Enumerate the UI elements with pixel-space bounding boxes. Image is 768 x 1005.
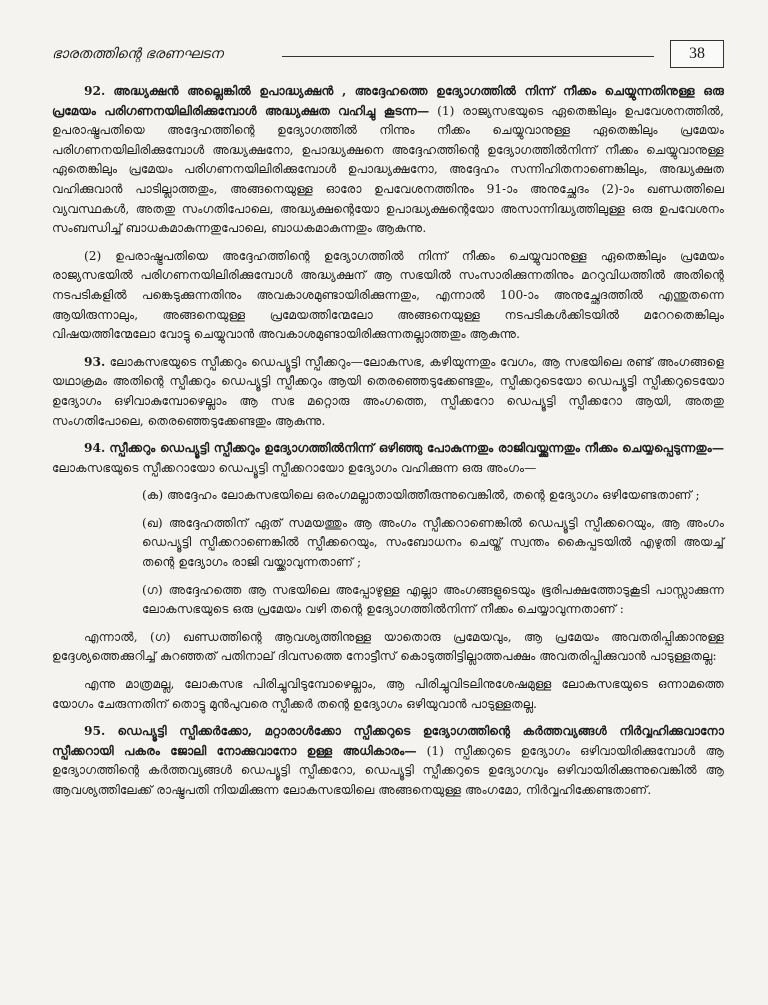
clause-text: (1) രാജ്യസഭയുടെ ഏതെങ്കിലും ഉപവേശനത്തിൽ, ഉപരാഷ്ട്രപതിയെ അദ്ദേഹത്തിന്റെ ഉദ്യോഗത്തിൽ നിന്നും നീക്കം ചെയ്യുവാനുള്ള ഏതെങ്കിലും പ്രമേയം പരിഗണനയിലിരിക്കുമ്പോൾ അദ്ധ്യക്ഷനോ, ഉപാദ്ധ്യക്ഷനെ അദ്ദേഹത്തിന്റെ ഉദ്യോഗത്തിൽനിന്ന് നീക്കം ചെയ്യുവാനുള്ള ഏതെങ്കിലും പ്രമേയം പരിഗണനയിലിരിക്കുമ്പോൾ ഉപാദ്ധ്യക്ഷനോ, അദ്ദേഹം സന്നിഹിതനാണെങ്കിലും, അദ്ധ്യക്ഷത വഹിക്കുവാൻ പാടില്ലാത്തതും, അങ്ങനെയുള്ള ഓരോ ഉപവേശനത്തിനും 91-ാം അനുച്ഛേദം (2)-ാം ഖണ്ഡത്തിലെ വ്യവസ്ഥകൾ, അതതു സംഗതിപോലെ, അദ്ധ്യക്ഷന്റെയോ ഉപാദ്ധ്യക്ഷന്റെയോ അസാന്നിദ്ധ്യത്തിലുള്ള ഒരു ഉപവേശനം സംബന്ധിച്ച് ബാധകമാകുന്നതുപോലെ, ബാധകമാകുന്നതും ആകുന്നു. <box>52 103 724 236</box>
clause-kha: (ഖ) അദ്ദേഹത്തിന് ഏത് സമയത്തും ആ അംഗം സ്പീക്കറാണെങ്കിൽ ഡെപ്യൂട്ടി സ്പീക്കറെയും, ആ അംഗം ഡെപ്യൂട്ടി സ്പീക്കറാണെങ്കിൽ സ്പീക്കറെയും, സംബോധനം ചെയ്ത് സ്വന്തം കൈപ്പടയിൽ എഴുതി അയച്ച് തന്റെ ഉദ്യോഗം രാജി വയ്ക്കാവുന്നതാണ് ; <box>142 515 724 570</box>
proviso-1: എന്നാൽ, (ഗ) ഖണ്ഡത്തിന്റെ ആവശ്യത്തിനുള്ള യാതൊരു പ്രമേയവും, ആ പ്രമേയം അവതരിപ്പിക്കാനുള്ള ഉദ്ദേശ്യത്തെക്കുറിച്ച് കുറഞ്ഞത് പതിനാല് ദിവസത്തെ നോട്ടീസ് കൊടുത്തിട്ടില്ലാത്തപക്ഷം അവതരിപ്പിക്കുവാൻ പാടുള്ളതല്ല: <box>52 629 724 664</box>
article-95 <box>52 722 724 800</box>
article-heading: അദ്ധ്യക്ഷൻ അല്ലെങ്കിൽ ഉപാദ്ധ്യക്ഷൻ , അദ്ദേഹത്തെ ഉദ്യോഗത്തിൽ നിന്ന് നീക്കം ചെയ്യുന്നതിനുള്ള ഒരു പ്രമേയം പരിഗണനയിലിരിക്കുമ്പോൾ അദ്ധ്യക്ഷത വഹിച്ചു കൂടന്ന— <box>52 84 724 118</box>
article-92-clause-2: (2) ഉപരാഷ്ട്രപതിയെ അദ്ദേഹത്തിന്റെ ഉദ്യോഗത്തിൽ നിന്ന് നീക്കം ചെയ്യുവാനുള്ള ഏതെങ്കിലും പ്രമേയം രാജ്യസഭയിൽ പരിഗണനയിലിരിക്കുമ്പോൾ അദ്ധ്യക്ഷന് ആ സഭയിൽ സംസാരിക്കുന്നതിനും മററുവിധത്തിൽ അതിന്റെ നടപടികളിൽ പങ്കെടുക്കുന്നതിനും അവകാശമുണ്ടായിരിക്കുന്നതും, എന്നാൽ 100-ാം അനുച്ഛേദത്തിൽ എന്തുതന്നെ ആയിരുന്നാലും, അങ്ങനെയുള്ള പ്രമേയത്തിന്മേലോ അങ്ങനെയുള്ള നടപടികൾക്കിടയിൽ മറേറതെങ്കിലും വിഷയത്തിന്മേലോ വോട്ടു ചെയ്യുവാൻ അവകാശമുണ്ടായിരിക്കുന്നതല്ലാത്തതും ആകുന്നു. <box>52 248 724 342</box>
article-heading: ഡെപ്യൂട്ടി സ്പീക്കർക്കോ, മറ്റാരാൾക്കോ സ്പീക്കറുടെ ഉദ്യോഗത്തിന്റെ കർത്തവ്യങ്ങൾ നിർവ്വഹിക്കുവാനോ സ്പീക്കറായി പകരം ജോലി നോക്കുവാനോ ഉള്ള അധികാരം— <box>52 724 724 758</box>
article-94 <box>52 439 724 478</box>
running-title: ഭാരതത്തിന്റെ ഭരണഘടന <box>52 46 223 62</box>
clause-ka: (ക) അദ്ദേഹം ലോകസഭയിലെ ഒരംഗമല്ലാതായിത്തീരുന്നുവെങ്കിൽ, തന്റെ ഉദ്യോഗം ഒഴിയേണ്ടതാണ് ; <box>142 488 700 503</box>
article-92-heading <box>52 82 724 239</box>
article-number: 95. <box>84 724 106 739</box>
clause-ga: (ഗ) അദ്ദേഹത്തെ ആ സഭയിലെ അപ്പോഴുള്ള എല്ലാ അംഗങ്ങളുടെയും ഭൂരിപക്ഷത്തോടുകൂടി പാസ്സാക്കുന്ന ലോകസഭയുടെ ഒരു പ്രമേയം വഴി തന്റെ ഉദ്യോഗത്തിൽനിന്ന് നീക്കം ചെയ്യാവുന്നതാണ് : <box>142 582 724 617</box>
article-intro: ലോകസഭയുടെ സ്പീക്കറായോ ഡെപ്യൂട്ടി സ്പീക്കറായോ ഉദ്യോഗം വഹിക്കുന്ന ഒരു അംഗം— <box>52 460 537 475</box>
page-number: 38 <box>670 40 724 68</box>
article-number: 92. <box>84 84 106 98</box>
proviso-2: എന്നു മാത്രമല്ല, ലോകസഭ പിരിച്ചുവിടുമ്പോഴെല്ലാം, ആ പിരിച്ചുവിടലിനുശേഷമുള്ള ലോകസഭയുടെ ഒന്നാമത്തെ യോഗം ചേരുന്നതിന് തൊട്ടു മുൻപുവരെ സ്പീക്കർ തന്റെ ഉദ്യോഗം ഒഴിയുവാൻ പാടുള്ളതല്ല. <box>52 677 724 711</box>
article-text: (1) സ്പീക്കറുടെ ഉദ്യോഗം ഒഴിവായിരിക്കുമ്പോൾ ആ ഉദ്യോഗത്തിന്റെ കർത്തവ്യങ്ങൾ ഡെപ്യൂട്ടി സ്പീക്കറോ, ഡെപ്യൂട്ടി സ്പീക്കറുടെ ഉദ്യോഗവും ഒഴിവായിരിക്കുന്നുവെങ്കിൽ ആ ആവശ്യത്തിലേക്ക് രാഷ്ട്രപതി നിയമിക്കുന്ന ലോകസഭയിലെ അങ്ങനെയുള്ള അംഗമോ, നിർവ്വഹിക്കേണ്ടതാണ്. <box>52 743 724 797</box>
page-body <box>52 82 724 809</box>
article-number: 93. <box>84 354 106 369</box>
article-number: 94. <box>84 441 106 456</box>
article-text: ലോകസഭയുടെ സ്പീക്കറും ഡെപ്യൂട്ടി സ്പീക്കറും—ലോകസഭ, കഴിയുന്നതും വേഗം, ആ സഭയിലെ രണ്ട് അംഗങ്ങളെ യഥാക്രമം അതിന്റെ സ്പീക്കറും ഡെപ്യൂട്ടി സ്പീക്കറും ആയി തെരഞ്ഞെടുക്കേണ്ടതും, സ്പീക്കറുടെയോ ഡെപ്യൂട്ടി സ്പീക്കറുടെയോ ഉദ്യോഗം ഒഴിവാകുമ്പോഴെല്ലാം ആ സഭ മറ്റൊരു അംഗത്തെ, സ്പീക്കറോ ഡെപ്യൂട്ടി സ്പീക്കറോ ആയി, അതതു സംഗതിപോലെ, തെരഞ്ഞെടുക്കേണ്ടതും ആകുന്നു. <box>52 354 724 428</box>
page-header <box>52 40 724 74</box>
article-93 <box>52 353 724 431</box>
header-rule <box>282 56 654 57</box>
article-heading: സ്പീക്കറും ഡെപ്യൂട്ടി സ്പീക്കറും ഉദ്യോഗത്തിൽനിന്ന് ഒഴിഞ്ഞു പോകുന്നതും രാജിവയ്ക്കുന്നതും നീക്കം ചെയ്യപ്പെടുന്നതും— <box>109 441 725 456</box>
